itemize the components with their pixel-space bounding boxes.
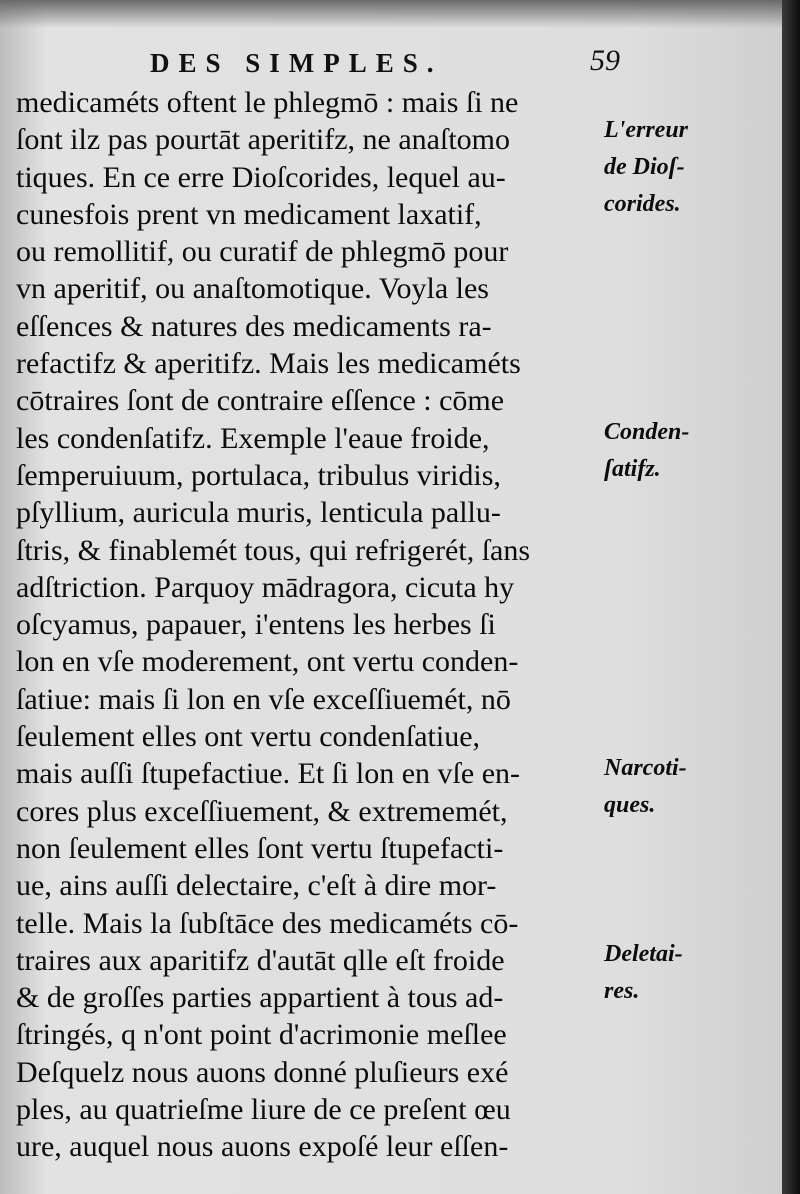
text-line: non ſeulement elles ſont vertu ſtupefacti- bbox=[16, 831, 504, 865]
text-line: ſatiue: mais ſi lon en vſe exceſſiuemét, nō bbox=[16, 682, 511, 716]
text-line: cores plus exceſſiuement, & extrememét, bbox=[16, 794, 508, 828]
text-line: ſont ilz pas pourtāt aperitifz, ne anaſtomo bbox=[16, 123, 511, 157]
text-line: adſtriction. Parquoy mādragora, cicuta hy bbox=[16, 570, 515, 604]
margin-note-line: de Dioſ- bbox=[604, 154, 685, 180]
margin-note-line: L'erreur bbox=[604, 117, 688, 143]
text-line: eſſences & natures des medicaments ra- bbox=[16, 309, 492, 343]
margin-note-line: ques. bbox=[604, 792, 656, 818]
text-line: & de groſſes parties appartient à tous ad- bbox=[16, 981, 504, 1015]
margin-note-line: Narcoti- bbox=[604, 755, 687, 781]
body-text bbox=[16, 84, 616, 1166]
text-line: ſemperuiuum, portulaca, tribulus viridis, bbox=[16, 458, 501, 492]
text-line: ſtringés, q n'ont point d'acrimonie meſlee bbox=[16, 1018, 507, 1052]
text-line: ou remollitif, ou curatif de phlegmō pour bbox=[16, 235, 509, 269]
book-edge bbox=[782, 0, 800, 1194]
margin-note-line: corides. bbox=[604, 191, 681, 217]
text-line: mais auſſi ſtupefactiue. Et ſi lon en vſe en- bbox=[16, 757, 521, 791]
margin-note-narcotiques bbox=[604, 750, 782, 824]
text-line: ſeulement elles ont vertu condenſatiue, bbox=[16, 720, 481, 754]
margin-note-condensatifz bbox=[604, 414, 782, 488]
text-line: medicaméts oftent le phlegmō : mais ſi ne bbox=[16, 86, 519, 119]
top-shadow bbox=[0, 0, 782, 28]
text-line: refactifz & aperitifz. Mais les medicaméts bbox=[16, 347, 521, 381]
text-line: Deſquelz nous auons donné pluſieurs exé bbox=[16, 1055, 509, 1089]
text-line: lon en vſe moderement, ont vertu conden- bbox=[16, 645, 519, 679]
text-line: ure, auquel nous auons expoſé leur eſſen- bbox=[16, 1130, 509, 1164]
text-line: pſyllium, auricula muris, lenticula pallu- bbox=[16, 496, 501, 530]
text-line: tiques. En ce erre Dioſcorides, lequel au- bbox=[16, 160, 506, 194]
text-line: cōtraires ſont de contraire eſſence : cōme bbox=[16, 384, 505, 418]
margin-note-erreur bbox=[604, 112, 782, 223]
margin-note-deletaires bbox=[604, 936, 782, 1010]
text-line: telle. Mais la ſubſtāce des medicaméts cō- bbox=[16, 906, 519, 940]
text-line: traires aux aparitifz d'autāt qlle eſt froide bbox=[16, 943, 505, 977]
text-line: ples, au quatrieſme liure de ce preſent œu bbox=[16, 1093, 511, 1127]
running-title: DES SIMPLES. bbox=[150, 48, 443, 78]
text-line: cunesfois prent vn medicament laxatif, bbox=[16, 197, 482, 231]
text-line: ue, ains auſſi delectaire, c'eſt à dire mor- bbox=[16, 869, 497, 903]
text-line: oſcyamus, papauer, i'entens les herbes ſi bbox=[16, 608, 496, 642]
text-line: vn aperitif, ou anaſtomotique. Voyla les bbox=[16, 272, 489, 306]
margin-note-line: res. bbox=[604, 978, 640, 1004]
margin-note-line: Deletai- bbox=[604, 941, 683, 967]
text-line: les condenſatifz. Exemple l'eaue froide, bbox=[16, 421, 490, 455]
margin-note-line: Conden- bbox=[604, 419, 690, 445]
running-head bbox=[150, 44, 620, 88]
page-number: 59 bbox=[590, 44, 620, 77]
margin-note-line: ſatifz. bbox=[604, 456, 661, 482]
text-line: ſtris, & finablemét tous, qui refrigerét, ſans bbox=[16, 533, 531, 567]
